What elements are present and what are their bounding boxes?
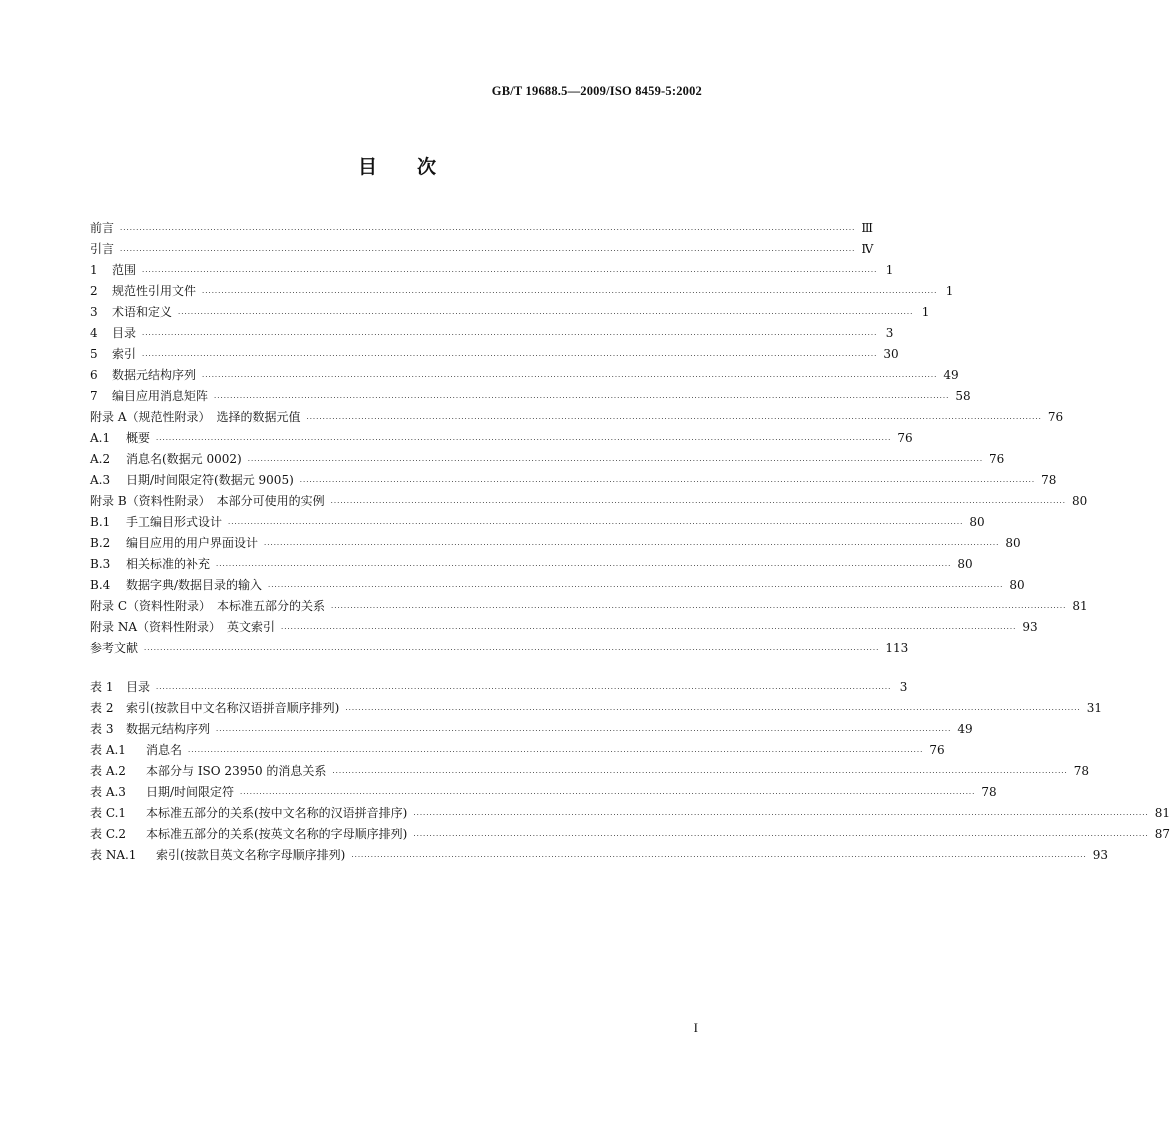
toc-entry-title: 前言: [90, 221, 115, 235]
toc-entry-page: 76: [1047, 410, 1064, 424]
leader-dots: [120, 220, 855, 241]
list-of-tables: [90, 677, 1170, 866]
toc-entry-page: 1: [885, 263, 894, 277]
table-entry-number: 表 A.2: [90, 764, 126, 778]
toc-entry[interactable]: [90, 512, 985, 533]
toc-entry[interactable]: [90, 260, 894, 281]
leader-dots: [331, 493, 1066, 514]
standard-code: GB/T 19688.5—2009/ISO 8459-5:2002: [491, 84, 702, 98]
table-entry-number: 表 C.1: [90, 806, 127, 820]
table-entry-page: 78: [981, 785, 997, 799]
toc-entry-title: 附录 B（资料性附录） 本部分可使用的实例: [90, 494, 325, 508]
toc-entry[interactable]: [90, 323, 894, 344]
leader-dots: [306, 409, 1041, 430]
leader-dots: [248, 451, 983, 472]
table-entry-title: 数据元结构序列: [126, 722, 211, 736]
table-list-entry[interactable]: [90, 740, 945, 761]
toc-entry[interactable]: [90, 407, 1064, 428]
toc-entry-page: 58: [955, 389, 971, 403]
table-entry-number: 表 A.3: [90, 785, 126, 799]
toc-entry[interactable]: [90, 554, 973, 575]
toc-entry-page: 81: [1072, 599, 1088, 613]
toc-entry[interactable]: [90, 218, 873, 239]
table-list-entry[interactable]: [90, 782, 997, 803]
toc-entry[interactable]: [90, 638, 909, 659]
toc-entry-page: 78: [1041, 473, 1057, 487]
table-list-entry[interactable]: [90, 824, 1170, 845]
toc-entry-title: 参考文献: [90, 641, 139, 655]
table-entry-title: 目录: [126, 680, 151, 694]
toc-entry-title: 附录 C（资料性附录） 本标准五部分的关系: [90, 599, 325, 613]
toc-entry-title: 规范性引用文件: [112, 284, 197, 298]
toc-entry-page: 49: [943, 368, 959, 382]
table-entry-page: 76: [929, 743, 945, 757]
table-entry-page: 93: [1092, 848, 1108, 862]
toc-entry[interactable]: [90, 596, 1088, 617]
table-entry-number: 表 A.1: [90, 743, 126, 757]
table-list-entry[interactable]: [90, 719, 973, 740]
toc-entry-title: 术语和定义: [112, 305, 173, 319]
leader-dots: [268, 577, 1003, 598]
toc-entry-title: 概要: [126, 431, 151, 445]
leader-dots: [156, 430, 891, 451]
table-entry-number: 表 2: [90, 701, 114, 715]
table-list-entry[interactable]: [90, 845, 1108, 866]
toc-entry-number: 7: [90, 389, 98, 403]
table-entry-page: 87: [1154, 827, 1170, 841]
toc-entry-page: 3: [885, 326, 894, 340]
toc-entry-page: 30: [883, 347, 899, 361]
table-entry-number: 表 NA.1: [90, 848, 137, 862]
toc-entry[interactable]: [90, 575, 1025, 596]
toc-entry-number: 1: [90, 263, 98, 277]
table-entry-page: 49: [957, 722, 973, 736]
table-list-entry[interactable]: [90, 677, 908, 698]
table-entry-page: 31: [1086, 701, 1102, 715]
toc-entry[interactable]: [90, 239, 874, 260]
leader-dots: [216, 556, 951, 577]
toc-entry[interactable]: [90, 449, 1005, 470]
toc-entry-page: Ⅲ: [861, 221, 873, 235]
toc-entry-number: B.3: [90, 557, 111, 571]
table-entry-page: 3: [899, 680, 908, 694]
toc-entry-page: 1: [921, 305, 930, 319]
toc-entry-page: 1: [945, 284, 954, 298]
toc-entry-title: 手工编目形式设计: [126, 515, 223, 529]
toc-entry-page: 76: [897, 431, 913, 445]
leader-dots: [264, 535, 999, 556]
table-list-entry[interactable]: [90, 698, 1102, 719]
toc-entry-number: 3: [90, 305, 98, 319]
toc-entry-number: A.1: [90, 431, 111, 445]
leader-dots: [202, 283, 937, 304]
table-list-entry[interactable]: [90, 803, 1170, 824]
leader-dots: [351, 847, 1086, 868]
leader-dots: [156, 679, 891, 700]
toc-entry[interactable]: [90, 470, 1057, 491]
leader-dots: [300, 472, 1035, 493]
toc-entry-page: 80: [1005, 536, 1021, 550]
toc-entry[interactable]: [90, 428, 913, 449]
toc-entry-page: Ⅳ: [861, 242, 874, 256]
table-entry-title: 本部分与 ISO 23950 的消息关系: [146, 764, 327, 778]
table-entry-number: 表 C.2: [90, 827, 127, 841]
table-of-contents: [90, 218, 1088, 659]
toc-entry-title: 日期/时间限定符(数据元 9005): [126, 473, 294, 487]
toc-entry-page: 80: [1071, 494, 1088, 508]
leader-dots: [413, 805, 1148, 826]
toc-entry-title: 引言: [90, 242, 115, 256]
toc-entry-number: B.1: [90, 515, 111, 529]
leader-dots: [228, 514, 963, 535]
toc-entry-title: 消息名(数据元 0002): [126, 452, 242, 466]
toc-entry-page: 76: [989, 452, 1005, 466]
toc-entry-page: 113: [885, 641, 909, 655]
toc-entry-title: 附录 NA（资料性附录） 英文索引: [90, 620, 275, 634]
toc-entry-page: 80: [1009, 578, 1025, 592]
leader-dots: [332, 763, 1067, 784]
toc-entry-title: 目录: [112, 326, 137, 340]
table-entry-title: 日期/时间限定符: [146, 785, 235, 799]
leader-dots: [214, 388, 949, 409]
leader-dots: [120, 241, 855, 262]
toc-entry-number: A.2: [90, 452, 111, 466]
page-title: 目次: [357, 156, 476, 178]
leader-dots: [178, 304, 913, 325]
toc-entry-number: 2: [90, 284, 98, 298]
toc-entry-title: 附录 A（规范性附录） 选择的数据元值: [90, 410, 301, 424]
leader-dots: [281, 619, 1016, 640]
toc-entry-title: 数据元结构序列: [112, 368, 197, 382]
toc-entry-title: 范围: [112, 263, 137, 277]
toc-entry-title: 数据字典/数据目录的输入: [126, 578, 263, 592]
toc-entry-number: B.4: [90, 578, 111, 592]
table-entry-title: 索引(按款目英文名称字母顺序排列): [156, 848, 346, 862]
table-entry-page: 78: [1073, 764, 1090, 778]
toc-entry-title: 索引: [112, 347, 137, 361]
table-entry-title: 本标准五部分的关系(按英文名称的字母顺序排列): [146, 827, 408, 841]
leader-dots: [331, 598, 1066, 619]
toc-entry[interactable]: [90, 281, 954, 302]
leader-dots: [413, 826, 1148, 847]
leader-dots: [142, 325, 877, 346]
toc-entry-title: 编目应用的用户界面设计: [126, 536, 259, 550]
table-entry-number: 表 1: [90, 680, 114, 694]
table-entry-title: 本标准五部分的关系(按中文名称的汉语拼音排序): [146, 806, 408, 820]
toc-entry-page: 80: [957, 557, 973, 571]
toc-entry[interactable]: [90, 344, 899, 365]
toc-entry-number: 5: [90, 347, 98, 361]
table-entry-title: 索引(按款目中文名称汉语拼音顺序排列): [126, 701, 340, 715]
toc-entry-page: 80: [969, 515, 985, 529]
leader-dots: [345, 700, 1080, 721]
table-list-entry[interactable]: [90, 761, 1090, 782]
leader-dots: [216, 721, 951, 742]
leader-dots: [188, 742, 923, 763]
toc-entry[interactable]: [90, 302, 930, 323]
leader-dots: [202, 367, 937, 388]
leader-dots: [144, 640, 879, 661]
toc-entry[interactable]: [90, 386, 971, 407]
leader-dots: [142, 346, 877, 367]
table-entry-number: 表 3: [90, 722, 114, 736]
toc-entry-number: 6: [90, 368, 98, 382]
leader-dots: [240, 784, 975, 805]
table-entry-page: 81: [1154, 806, 1170, 820]
table-entry-title: 消息名: [146, 743, 183, 757]
page-number: I: [693, 1020, 698, 1035]
toc-entry-number: A.3: [90, 473, 111, 487]
toc-entry[interactable]: [90, 533, 1021, 554]
toc-entry[interactable]: [90, 617, 1038, 638]
toc-entry-title: 相关标准的补充: [126, 557, 211, 571]
toc-entry[interactable]: [90, 491, 1088, 512]
leader-dots: [142, 262, 877, 283]
toc-entry-page: 93: [1022, 620, 1038, 634]
toc-entry-title: 编目应用消息矩阵: [112, 389, 209, 403]
toc-entry[interactable]: [90, 365, 959, 386]
toc-entry-number: B.2: [90, 536, 111, 550]
toc-entry-number: 4: [90, 326, 98, 340]
